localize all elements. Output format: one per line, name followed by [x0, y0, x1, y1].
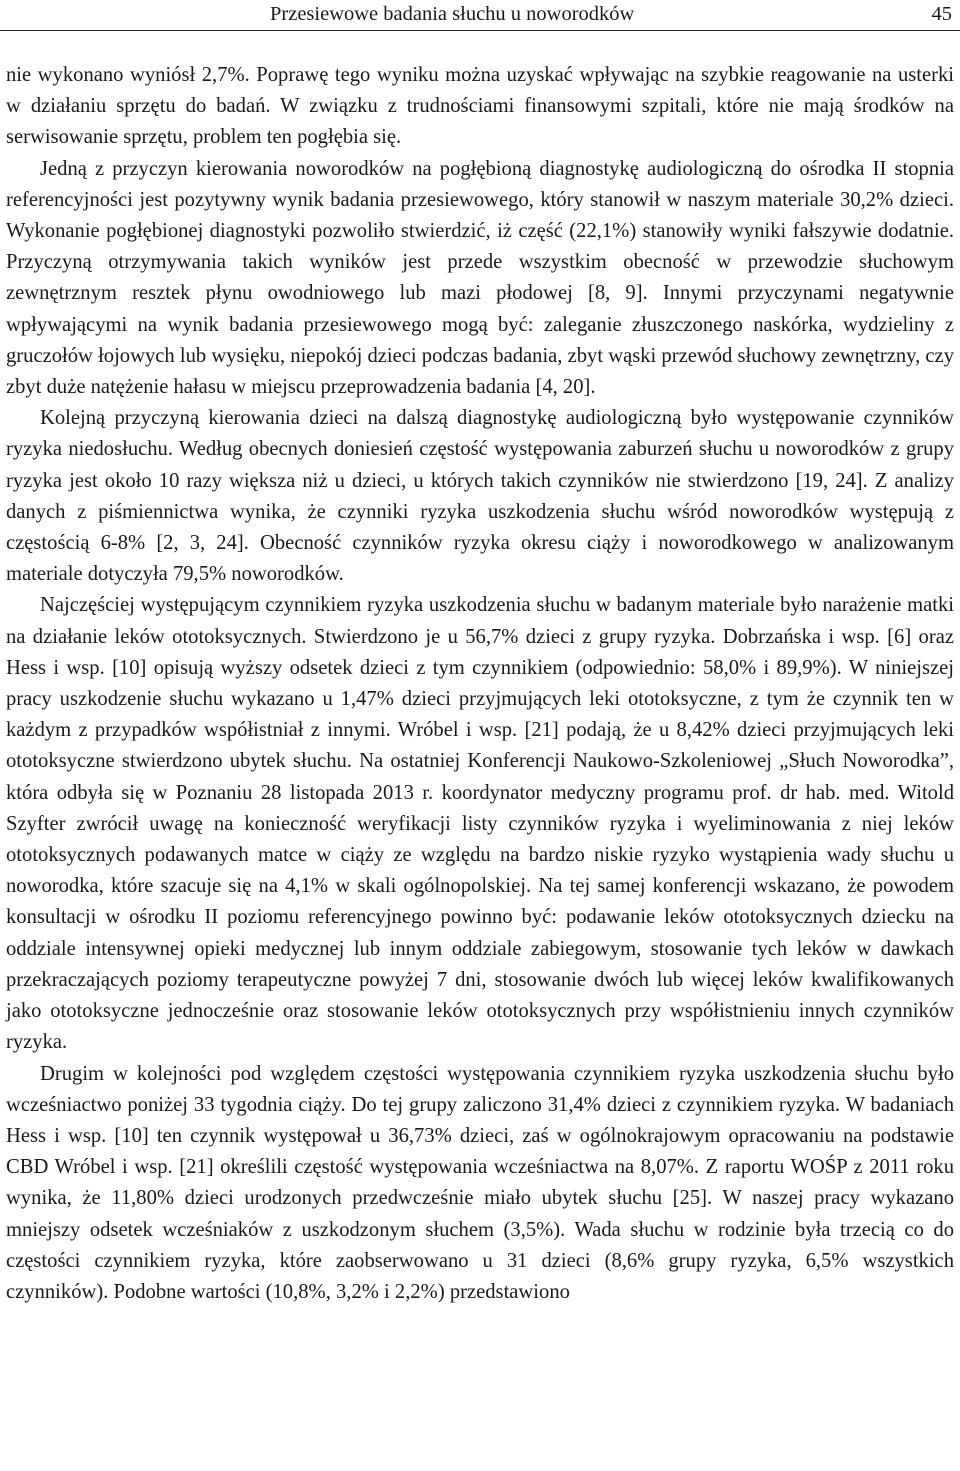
body-text [6, 60, 954, 1308]
running-title: Przesiewowe badania słuchu u noworodków [270, 3, 635, 25]
paragraph-continuation: nie wykonano wyniósł 2,7%. Poprawę tego wyniku można uzyskać wpływając na szybkie reagowanie na usterki w działaniu sprzętu do badań. W związku z trudnościami finansowymi szpitali, które nie mają środków na serwisowanie sprzętu, problem ten pogłębia się. [6, 64, 954, 149]
paragraph-ototoxic-drugs: Najczęściej występującym czynnikiem ryzyka uszkodzenia słuchu w badanym materiale było narażenie matki na działanie leków ototoksycznych. Stwierdzono je u 56,7% dzieci z grupy ryzyka. Dobrzańska i wsp. [6] oraz Hess i wsp. [10] opisują wyższy odsetek dzieci z tym czynnikiem (odpowiednio: 58,0% i 89,9%). W niniejszej pracy uszkodzenie słuchu wykazano u 1,47% dzieci przyjmujących leki ototoksyczne, z tym że czynnik ten w każdym z przypadków współistniał z innymi. Wróbel i wsp. [21] podają, że u 8,42% dzieci przyjmujących leki ototoksyczne stwierdzono ubytek słuchu. Na ostatniej Konferencji Naukowo-Szkoleniowej „Słuch Noworodka”, która odbyła się w Poznaniu 28 listopada 2013 r. koordynator medyczny programu prof. dr hab. med. Witold Szyfter zwrócił uwagę na konieczność weryfikacji listy czynników ryzyka i wyeliminowania z niej leków ototoksycznych podawanych matce w ciąży ze względu na bardzo niskie ryzyko wystąpienia wady słuchu u noworodka, które szacuje się na 4,1% w skali ogólnopolskiej. Na tej samej konferencji wskazano, że powodem konsultacji w ośrodku II poziomu referencyjnego powinno być: podawanie leków ototoksycznych dziecku na oddziale intensywnej opieki medycznej lub innym oddziale zabiegowym, stosowanie tych leków w dawkach przekraczających poziomy terapeutyczne powyżej 7 dni, stosowanie dwóch lub więcej leków kwalifikowanych jako ototoksyczne jednocześnie oraz stosowanie leków ototoksycznych przy współistnieniu innych czynników ryzyka. [6, 594, 954, 1054]
page-number: 45 [931, 3, 952, 25]
paragraph-prematurity: Drugim w kolejności pod względem częstości występowania czynnikiem ryzyka uszkodzenia słuchu było wcześniactwo poniżej 33 tygodnia ciąży. Do tej grupy zaliczono 31,4% dzieci z czynnikiem ryzyka. W badaniach Hess i wsp. [10] ten czynnik występował u 36,73% dzieci, zaś w ogólnokrajowym opracowaniu na podstawie CBD Wróbel i wsp. [21] określili częstość występowania wcześniactwa na 8,07%. Z raportu WOŚP z 2011 roku wynika, że 11,80% dzieci urodzonych przedwcześnie miało ubytek słuchu [25]. W naszej pracy wykazano mniejszy odsetek wcześniaków z uszkodzonym słuchem (3,5%). Wada słuchu w rodzinie była trzecią co do częstości czynnikiem ryzyka, które zaobserwowano u 31 dzieci (8,6% grupy ryzyka, 6,5% wszystkich czynników). Podobne wartości (10,8%, 3,2% i 2,2%) przedstawiono [6, 1062, 954, 1303]
paragraph-false-positives: Jedną z przyczyn kierowania noworodków na pogłębioną diagnostykę audiologiczną do ośrodka II stopnia referencyjności jest pozytywny wynik badania przesiewowego, który stanowił w naszym materiale 30,2% dzieci. Wykonanie pogłębionej diagnostyki pozwoliło stwierdzić, iż część (22,1%) stanowiły wyniki fałszywie dodatnie. Przyczyną otrzymywania takich wyników jest przede wszystkim obecność w przewodzie słuchowym zewnętrznym resztek płynu owodniowego lub mazi płodowej [8, 9]. Innymi przyczynami negatywnie wpływającymi na wynik badania przesiewowego mogą być: zaleganie złuszczonego naskórka, wydzieliny z gruczołów łojowych lub wysięku, niepokój dzieci podczas badania, zbyt wąski przewód słuchowy zewnętrzny, czy zbyt duże natężenie hałasu w miejscu przeprowadzenia badania [4, 20]. [6, 157, 954, 399]
running-header [0, 0, 960, 31]
paragraph-risk-factors: Kolejną przyczyną kierowania dzieci na dalszą diagnostykę audiologiczną było występowanie czynników ryzyka niedosłuchu. Według obecnych doniesień częstość występowania zaburzeń słuchu u noworodków z grupy ryzyka jest około 10 razy większa niż u dzieci, u których takich czynników nie stwierdzono [19, 24]. Z analizy danych z piśmiennictwa wynika, że czynniki ryzyka uszkodzenia słuchu wśród noworodków występują z częstością 6-8% [2, 3, 24]. Obecność czynników ryzyka okresu ciąży i noworodkowego w analizowanym materiale dotyczyła 79,5% noworodków. [6, 407, 954, 586]
